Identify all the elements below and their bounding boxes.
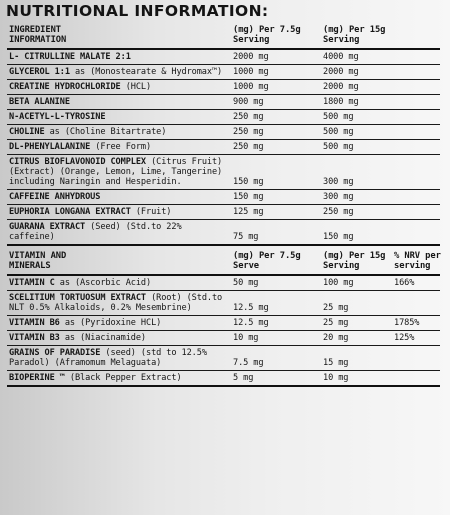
- ingredients-body: [7, 49, 440, 245]
- vitamin-value-7-5g: 5 mg: [231, 371, 321, 387]
- ingredient-name: GUARANA EXTRACT (Seed) (Std.to 22% caffeine): [9, 222, 182, 242]
- ingredient-value-7-5g: 125 mg: [231, 205, 321, 220]
- ingredient-row: [7, 110, 440, 125]
- ingredient-value-15g: 150 mg: [321, 220, 400, 246]
- ingredient-name-cell: [7, 140, 231, 155]
- ingredient-value-7-5g: 75 mg: [231, 220, 321, 246]
- vitamin-name: VITAMIN C as (Ascorbic Acid): [9, 278, 152, 288]
- vitamins-body: [7, 275, 440, 386]
- header-per-15g: [321, 25, 400, 49]
- header-empty: [400, 25, 440, 49]
- ingredient-name-cell: [7, 155, 231, 190]
- vitamin-value-7-5g: 50 mg: [231, 275, 321, 291]
- header-per-7-5g: [231, 25, 321, 49]
- ingredient-name: CITRUS BIOFLAVONOID COMPLEX (Citrus Fruit) (Extract) (Orange, Lemon, Lime, Tangerine) including Naringin and Hesperidin.: [9, 157, 223, 187]
- vitamin-value-7-5g: 12.5 mg: [231, 291, 321, 316]
- ingredient-name: CHOLINE as (Choline Bitartrate): [9, 127, 167, 137]
- ingredient-value-15g: 1800 mg: [321, 95, 400, 110]
- ingredient-value-7-5g: 900 mg: [231, 95, 321, 110]
- header-per-15g-label: (mg) Per 15g Serving: [323, 25, 386, 45]
- ingredient-name: GLYCEROL 1:1 as (Monostearate & Hydromax™): [9, 67, 223, 77]
- vitamin-name: GRAINS OF PARADISE (seed) (std to 12.5% Paradol) (Aframomum Melaguata): [9, 348, 207, 368]
- vitamin-nrv: [394, 291, 434, 316]
- ingredient-row: [7, 80, 440, 95]
- ingredient-value-7-5g: 250 mg: [231, 125, 321, 140]
- header-nrv: [394, 245, 441, 275]
- ingredient-row: [7, 95, 440, 110]
- ingredient-nrv: [400, 95, 440, 110]
- ingredient-value-15g: 250 mg: [321, 205, 400, 220]
- ingredient-value-7-5g: 1000 mg: [231, 65, 321, 80]
- ingredient-row: [7, 190, 440, 205]
- ingredient-name-cell: [7, 125, 231, 140]
- vitamin-name: SCELITIUM TORTUOSUM EXTRACT (Root) (Std.to NLT 0.5% Alkaloids, 0.2% Mesembrine): [9, 293, 223, 313]
- ingredient-name: EUPHORIA LONGANA EXTRACT (Fruit): [9, 207, 172, 217]
- ingredient-name-cell: [7, 220, 231, 246]
- ingredient-value-15g: 2000 mg: [321, 65, 400, 80]
- ingredient-nrv: [400, 65, 440, 80]
- vitamin-name: BIOPERINE ™ (Black Pepper Extract): [9, 373, 182, 383]
- ingredient-name: CREATINE HYDROCHLORIDE (HCL): [9, 82, 152, 92]
- vitamin-nrv: [394, 346, 434, 371]
- ingredient-nrv: [400, 190, 440, 205]
- ingredient-name-cell: [7, 65, 231, 80]
- header-vitamins-label: VITAMIN AND MINERALS: [9, 251, 67, 271]
- header-ingredient-label: INGREDIENT INFORMATION: [9, 25, 67, 45]
- vitamin-row: [7, 291, 440, 316]
- ingredient-value-15g: 500 mg: [321, 125, 400, 140]
- ingredient-name-cell: [7, 49, 231, 65]
- vitamin-value-7-5g: 10 mg: [231, 331, 321, 346]
- vitamin-name: VITAMIN B6 as (Pyridoxine HCL): [9, 318, 162, 328]
- ingredient-value-7-5g: 250 mg: [231, 110, 321, 125]
- vitamin-name-cell: [7, 371, 231, 387]
- ingredient-row: [7, 155, 440, 190]
- vitamin-value-15g: 25 mg: [321, 291, 400, 316]
- vitamin-value-7-5g: 7.5 mg: [231, 346, 321, 371]
- ingredient-name-cell: [7, 110, 231, 125]
- vitamin-value-15g: 25 mg: [321, 316, 400, 331]
- vitamin-nrv: 1785%: [394, 316, 434, 331]
- header-per-7-5g-serve: [231, 245, 321, 275]
- ingredient-row: [7, 140, 440, 155]
- ingredient-row: [7, 125, 440, 140]
- ingredient-name: N-ACETYL-L-TYROSINE: [9, 112, 106, 122]
- ingredients-header-row: [7, 25, 440, 49]
- ingredient-name-cell: [7, 80, 231, 95]
- ingredient-row: [7, 205, 440, 220]
- ingredient-value-15g: 500 mg: [321, 140, 400, 155]
- vitamin-value-15g: 20 mg: [321, 331, 400, 346]
- ingredient-nrv: [400, 110, 440, 125]
- vitamin-nrv: 166%: [394, 275, 434, 291]
- nutrition-table: [7, 25, 440, 387]
- vitamin-name-cell: [7, 291, 231, 316]
- ingredient-row: [7, 49, 440, 65]
- ingredient-value-7-5g: 1000 mg: [231, 80, 321, 95]
- vitamin-row: [7, 275, 440, 291]
- vitamin-row: [7, 346, 440, 371]
- ingredient-value-15g: 2000 mg: [321, 80, 400, 95]
- vitamin-row: [7, 371, 440, 387]
- vitamin-row: [7, 331, 440, 346]
- header-per-7-5g-label: (mg) Per 7.5g Serving: [233, 25, 301, 45]
- ingredient-name-cell: [7, 95, 231, 110]
- vitamin-row: [7, 316, 440, 331]
- vitamin-name-cell: [7, 346, 231, 371]
- ingredient-nrv: [400, 220, 440, 246]
- ingredient-name: BETA ALANINE: [9, 97, 70, 107]
- ingredient-nrv: [400, 140, 440, 155]
- ingredient-value-7-5g: 150 mg: [231, 190, 321, 205]
- vitamins-header-row: [7, 245, 440, 275]
- vitamin-name-cell: [7, 331, 231, 346]
- vitamin-value-15g: 15 mg: [321, 346, 400, 371]
- ingredient-value-7-5g: 150 mg: [231, 155, 321, 190]
- header-ingredient: [7, 25, 231, 49]
- ingredient-name: DL-PHENYLALANINE (Free Form): [9, 142, 152, 152]
- ingredient-value-15g: 500 mg: [321, 110, 400, 125]
- header-per-7-5g-serve-label: (mg) Per 7.5g Serve: [233, 251, 301, 271]
- vitamin-value-7-5g: 12.5 mg: [231, 316, 321, 331]
- header-vitamins: [7, 245, 231, 275]
- ingredient-name: L- CITRULLINE MALATE 2:1: [9, 52, 131, 62]
- ingredient-nrv: [400, 80, 440, 95]
- ingredient-row: [7, 220, 440, 246]
- ingredient-row: [7, 65, 440, 80]
- ingredient-value-7-5g: 2000 mg: [231, 49, 321, 65]
- ingredient-value-15g: 4000 mg: [321, 49, 400, 65]
- ingredient-value-15g: 300 mg: [321, 155, 400, 190]
- ingredient-nrv: [400, 155, 440, 190]
- ingredient-name-cell: [7, 205, 231, 220]
- vitamin-nrv: 125%: [394, 331, 434, 346]
- vitamin-value-15g: 100 mg: [321, 275, 400, 291]
- header-nrv-label: % NRV per serving: [394, 251, 441, 271]
- vitamin-value-15g: 10 mg: [321, 371, 400, 387]
- ingredient-value-7-5g: 250 mg: [231, 140, 321, 155]
- page-title: NUTRITIONAL INFORMATION:: [6, 2, 269, 20]
- ingredient-value-15g: 300 mg: [321, 190, 400, 205]
- vitamin-nrv: [394, 371, 434, 387]
- ingredient-nrv: [400, 205, 440, 220]
- header-per-15g-serving: [321, 245, 400, 275]
- ingredient-name-cell: [7, 190, 231, 205]
- vitamin-name-cell: [7, 316, 231, 331]
- ingredient-nrv: [400, 49, 440, 65]
- vitamin-name-cell: [7, 275, 231, 291]
- header-per-15g-serving-label: (mg) Per 15g Serving: [323, 251, 386, 271]
- ingredient-name: CAFFEINE ANHYDROUS: [9, 192, 101, 202]
- ingredient-nrv: [400, 125, 440, 140]
- vitamin-name: VITAMIN B3 as (Niacinamide): [9, 333, 147, 343]
